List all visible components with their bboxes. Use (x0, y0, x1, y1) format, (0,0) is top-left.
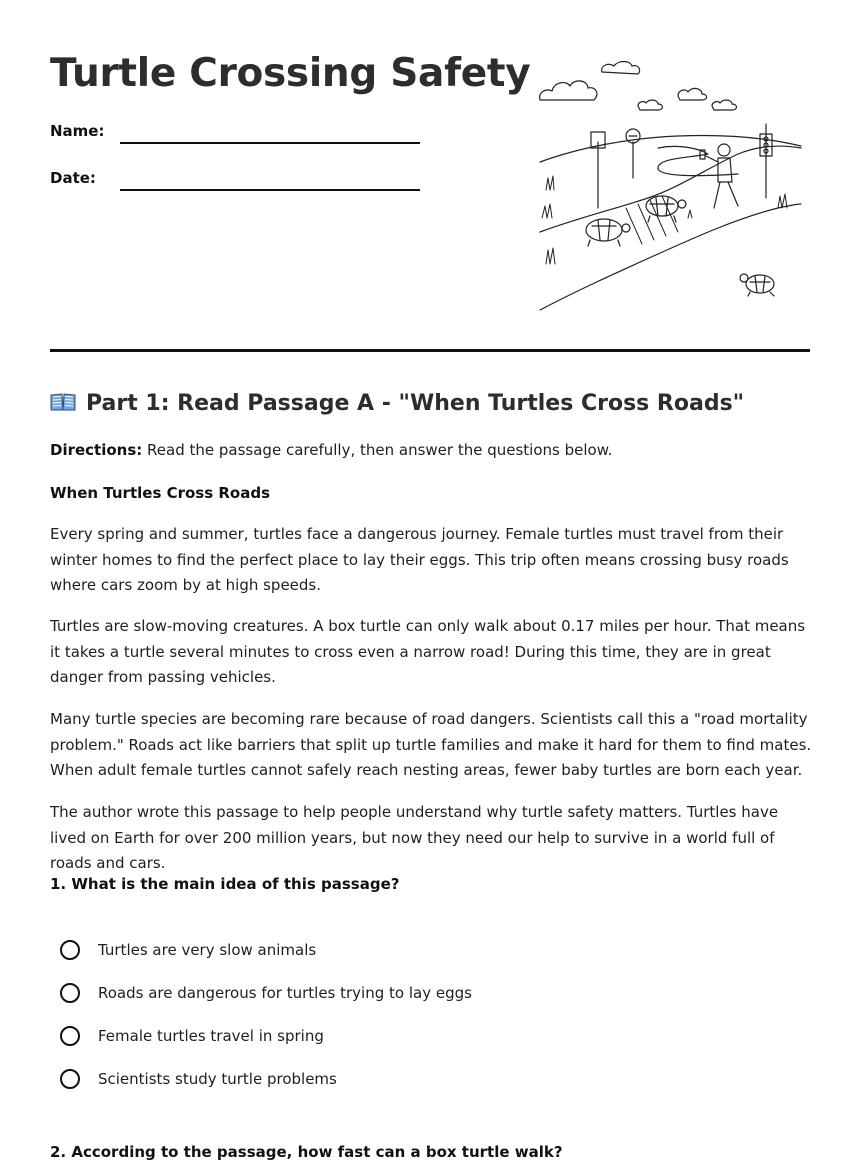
cloud-icon (540, 62, 737, 111)
radio-button[interactable] (60, 940, 80, 960)
date-blank-line[interactable] (120, 189, 420, 191)
part1-heading-text: Part 1: Read Passage A - "When Turtles Cross Roads" (86, 391, 745, 416)
open-book-icon (50, 392, 76, 412)
answer-option-label: Roads are dangerous for turtles trying to lay eggs (98, 984, 472, 1002)
date-label: Date: (50, 169, 96, 187)
traffic-light-icon (760, 124, 772, 198)
question-2: 2. According to the passage, how fast can a box turtle walk? (50, 1143, 563, 1161)
turtle-crossing-sign-icon (591, 129, 640, 208)
passage-title: When Turtles Cross Roads (50, 484, 271, 502)
passage-paragraph: Turtles are slow-moving creatures. A box turtle can only walk about 0.17 miles per hour. That means it takes a turtle several minutes to cross even a narrow road! During this time, they are in great danger from passing vehicles. (50, 617, 806, 686)
radio-button[interactable] (60, 1026, 80, 1046)
radio-button[interactable] (60, 1069, 80, 1089)
header-divider (50, 349, 810, 352)
passage-paragraph: The author wrote this passage to help people understand why turtle safety matters. Turtles have lived on Earth for over 200 million years, but now they need our help to survive in a world full of roads and cars. (50, 803, 779, 872)
directions-text: Read the passage carefully, then answer the questions below. (142, 441, 613, 459)
part1-heading (50, 388, 744, 420)
directions (50, 438, 812, 464)
name-blank-line[interactable] (120, 142, 420, 144)
name-label: Name: (50, 122, 105, 140)
turtle-icon (586, 219, 630, 246)
directions-label: Directions: (50, 441, 143, 459)
turtle-crossing-illustration (538, 58, 803, 314)
answer-option-label: Turtles are very slow animals (98, 941, 317, 959)
answer-option-label: Female turtles travel in spring (98, 1027, 324, 1045)
passage-paragraph: Every spring and summer, turtles face a dangerous journey. Female turtles must travel from their winter homes to find the perfect place to lay their eggs. This trip often means crossing busy roads where cars zoom by at high speeds. (50, 525, 789, 594)
passage-paragraph: Many turtle species are becoming rare because of road dangers. Scientists call this a "road mortality problem." Roads act like barriers that split up turtle families and make it hard for them to find mates. When adult female turtles cannot safely reach nesting areas, fewer baby turtles are born each year. (50, 710, 812, 779)
radio-button[interactable] (60, 983, 80, 1003)
turtle-icon (740, 274, 774, 296)
turtle-icon (646, 196, 686, 222)
worksheet-title: Turtle Crossing Safety (50, 51, 531, 96)
question-1: 1. What is the main idea of this passage? (50, 875, 400, 893)
answer-option-label: Scientists study turtle problems (98, 1070, 337, 1088)
